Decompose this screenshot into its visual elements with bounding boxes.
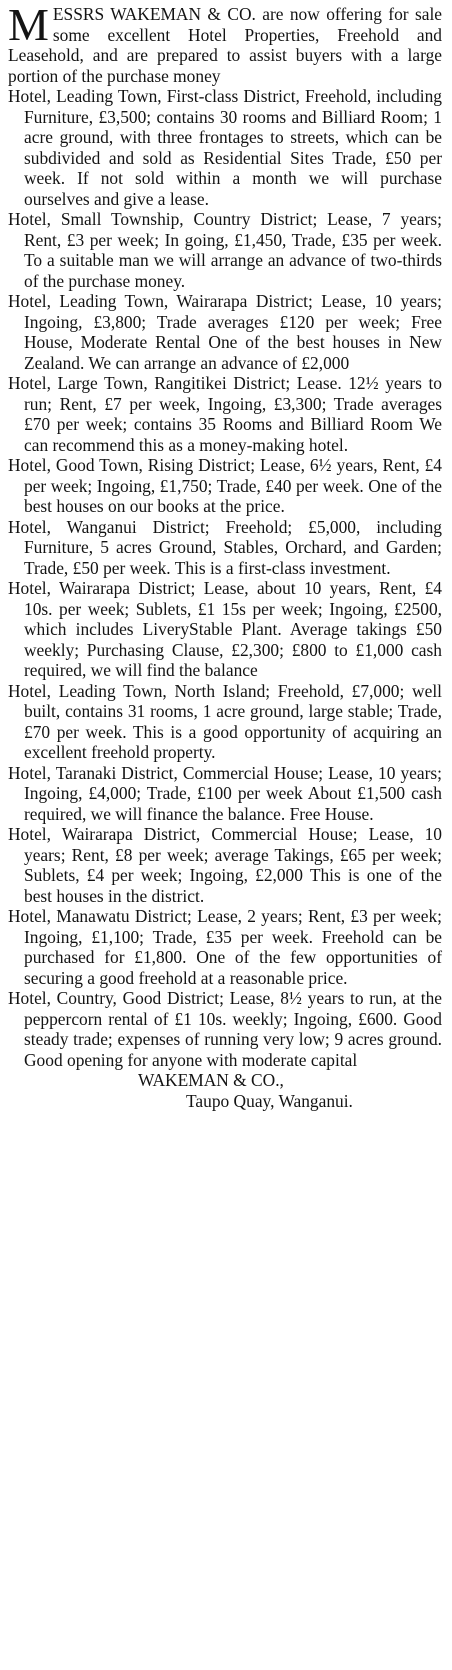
signature-address: Taupo Quay, Wanganui. (186, 1090, 353, 1111)
drop-cap-letter: M (8, 0, 49, 50)
intro-paragraph (8, 0, 442, 86)
listing-11: Hotel, Manawatu District; Lease, 2 years; Rent, £3 per week; Ingoing, £1,100; Trade, £35 per week. Freehold can be purchased for £1,800. One of the few opportunities of securing a good freehold at a reasonable price. (8, 906, 442, 988)
listing-1: Hotel, Leading Town, First-class District, Freehold, including Furniture, £3,500; contains 30 rooms and Billiard Room; 1 acre ground, with three frontages to streets, which can be subdivided and sold as Residential Sites Trade, £50 per week. If not sold within a month we will purchase ourselves and give a lease. (8, 86, 442, 209)
listing-7: Hotel, Wairarapa District; Lease, about 10 years, Rent, £4 10s. per week; Sublets, £1 15s per week; Ingoing, £2500, which includes LiveryStable Plant. Average takings £50 weekly; Purchasing Clause, £2,300; £800 to £1,000 cash required, we will find the balance (8, 578, 442, 680)
listing-5: Hotel, Good Town, Rising District; Lease, 6½ years, Rent, £4 per week; Ingoing, £1,750; Trade, £40 per week. One of the best houses on our books at the price. (8, 455, 442, 516)
listing-8: Hotel, Leading Town, North Island; Freehold, £7,000; well built, contains 31 rooms, 1 acre ground, large stable; Trade, £70 per week. This is a good opportunity of acquiring an excellent freehold property. (8, 680, 442, 762)
listing-4: Hotel, Large Town, Rangitikei District; Lease. 12½ years to run; Rent, £7 per week, Ingoing, £3,300; Trade averages £70 per week; contains 35 Rooms and Billiard Room We can recommend this as a money-making hotel. (8, 373, 442, 455)
listing-12: Hotel, Country, Good District; Lease, 8½ years to run, at the peppercorn rental of £1 10s. weekly; Ingoing, £600. Good steady trade; expenses of running very low; 9 acres ground. Good opening for anyone with moderate capital (8, 988, 442, 1070)
listing-6: Hotel, Wanganui District; Freehold; £5,000, including Furniture, 5 acres Ground, Stables, Orchard, and Garden; Trade, £50 per week. This is a first-class investment. (8, 516, 442, 578)
signature-name: WAKEMAN & CO., (138, 1070, 284, 1090)
listing-10: Hotel, Wairarapa District, Commercial House; Lease, 10 years; Rent, £8 per week; average Takings, £65 per week; Sublets, £4 per week; Ingoing, £2,000 This is one of the best houses in the district. (8, 824, 442, 906)
intro-text: ESSRS WAKEMAN & CO. are now offering for sale some excellent Hotel Properties, Freehold and Leasehold, and are prepared to assist buyers with a large portion of the purchase money (8, 4, 442, 86)
listing-2: Hotel, Small Township, Country District; Lease, 7 years; Rent, £3 per week; In going, £1,450, Trade, £35 per week. To a suitable man we will arrange an advance of two-thirds of the purchase money. (8, 209, 442, 291)
listing-3: Hotel, Leading Town, Wairarapa District; Lease, 10 years; Ingoing, £3,800; Trade averages £120 per week; Free House, Moderate Rental One of the best houses in New Zealand. We can arrange an advance of £2,000 (8, 291, 442, 373)
listing-9: Hotel, Taranaki District, Commercial House; Lease, 10 years; Ingoing, £4,000; Trade, £100 per week About £1,500 cash required, we will finance the balance. Free House. (8, 762, 442, 824)
signature-block (8, 1070, 442, 1111)
